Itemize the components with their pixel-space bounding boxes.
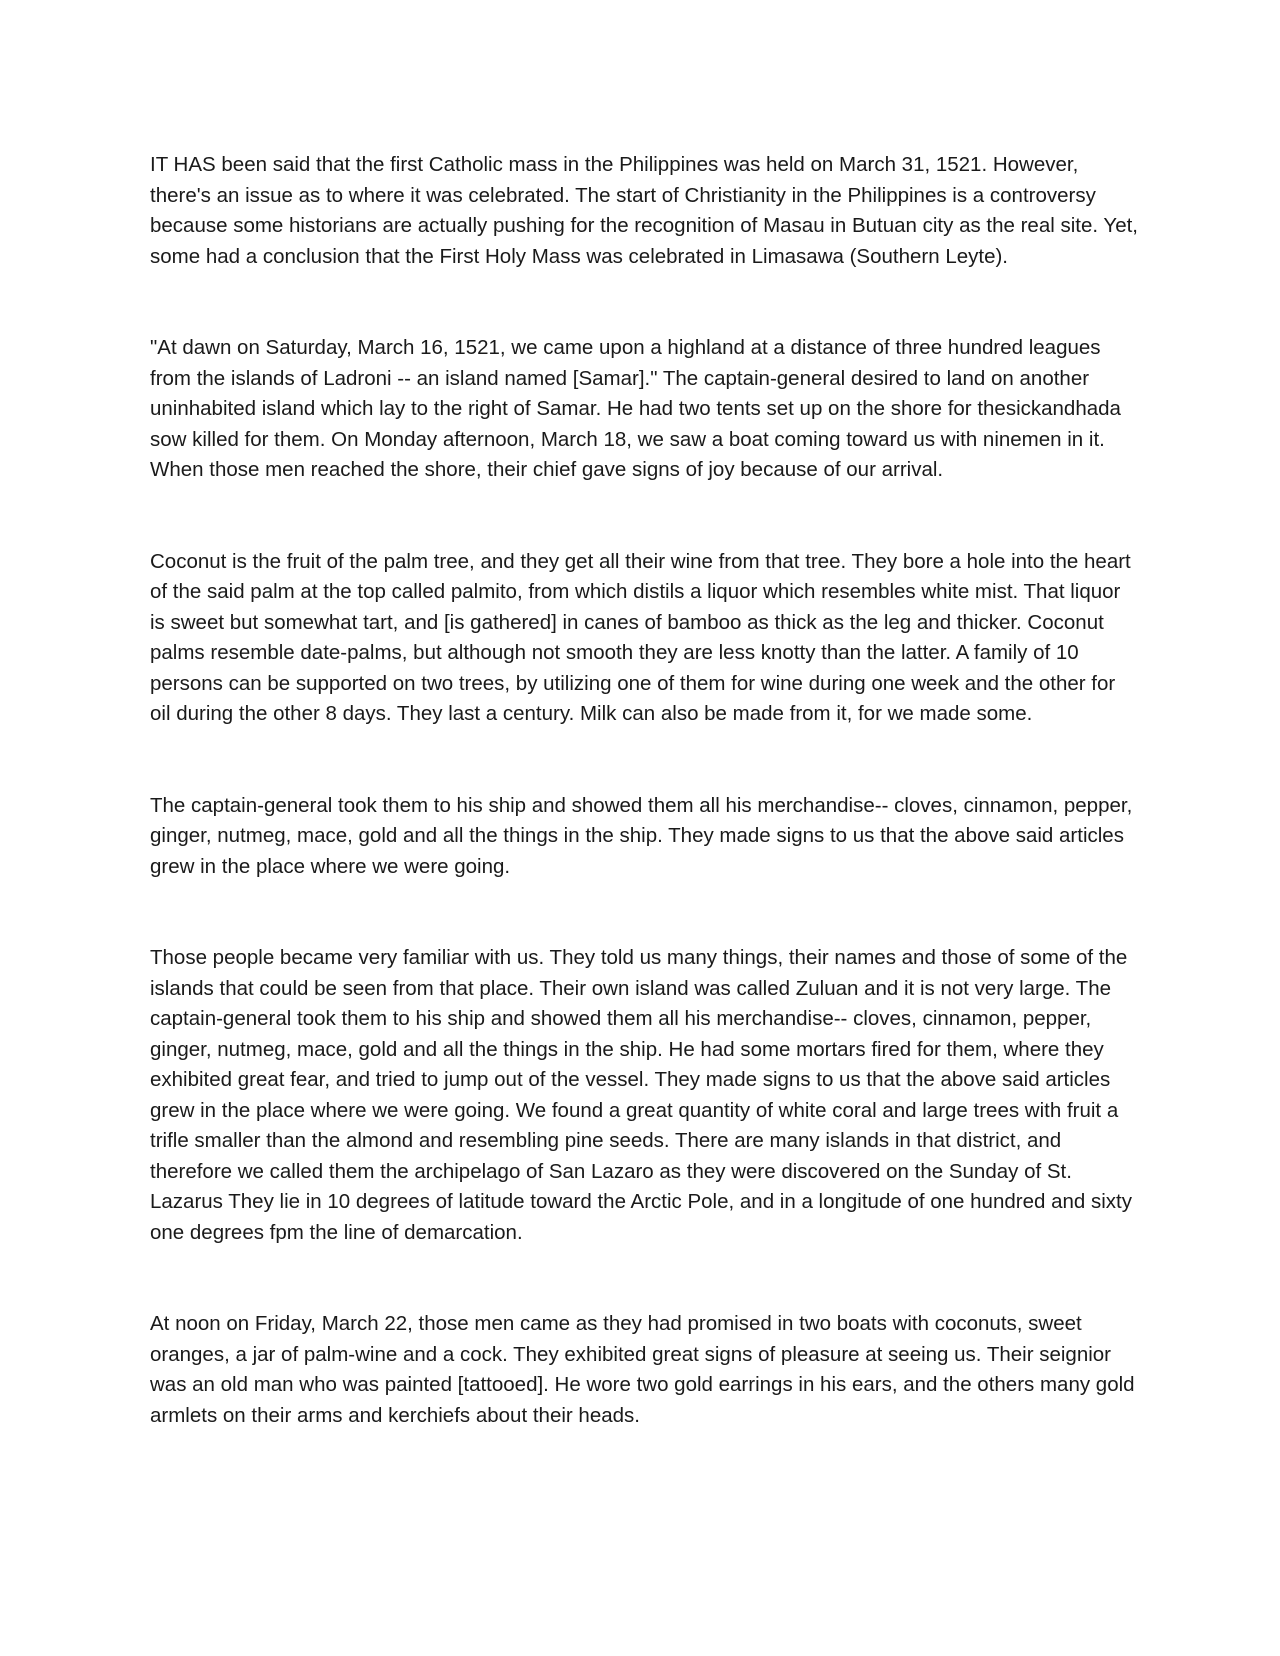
document-body — [150, 150, 1138, 1431]
paragraph-zuluan-island: Those people became very familiar with us. They told us many things, their names and those of some of the islands that could be seen from that place. Their own island was called Zuluan and it is not very large. The captain-general took them to his ship and showed them all his merchandise-- cloves, cinnamon, pepper, ginger, nutmeg, mace, gold and all the things in the ship. He had some mortars fired for them, where they exhibited great fear, and tried to jump out of the vessel. They made signs to us that the above said articles grew in the place where we were going. We found a great quantity of white coral and large trees with fruit a trifle smaller than the almond and resembling pine seeds. There are many islands in that district, and therefore we called them the archipelago of San Lazaro as they were discovered on the Sunday of St. Lazarus They lie in 10 degrees of latitude toward the Arctic Pole, and in a longitude of one hundred and sixty one degrees fpm the line of demarcation. — [150, 946, 1132, 1244]
paragraph-friday-visit: At noon on Friday, March 22, those men came as they had promised in two boats with coconuts, sweet oranges, a jar of palm-wine and a cock. They exhibited great signs of pleasure at seeing us. Their seignior was an old man who was painted [tattooed]. He wore two gold earrings in his ears, and the others many gold armlets on their arms and kerchiefs about their heads. — [150, 1312, 1135, 1427]
paragraph-arrival-samar: "At dawn on Saturday, March 16, 1521, we came upon a highland at a distance of three hundred leagues from the islands of Ladroni -- an island named [Samar]." The captain-general desired to land on another uninhabited island which lay to the right of Samar. He had two tents set up on the shore for thesickandhada sow killed for them. On Monday afternoon, March 18, we saw a boat coming toward us with ninemen in it. When those men reached the shore, their chief gave signs of joy because of our arrival. — [150, 336, 1121, 481]
paragraph-merchandise: The captain-general took them to his ship and showed them all his merchandise-- cloves, cinnamon, pepper, ginger, nutmeg, mace, gold and all the things in the ship. They made signs to us that the above said articles grew in the place where we were going. — [150, 793, 1133, 878]
paragraph-coconut-palm: Coconut is the fruit of the palm tree, and they get all their wine from that tree. They bore a hole into the heart of the said palm at the top called palmito, from which distils a liquor which resembles white mist. That liquor is sweet but somewhat tart, and [is gathered] in canes of bamboo as thick as the leg and thicker. Coconut palms resemble date-palms, but although not smooth they are less knotty than the latter. A family of 10 persons can be supported on two trees, by utilizing one of them for wine during one week and the other for oil during the other 8 days. They last a century. Milk can also be made from it, for we made some. — [150, 549, 1131, 725]
paragraph-first-mass-controversy: IT HAS been said that the first Catholic mass in the Philippines was held on March 31, 1521. However, there's an issue as to where it was celebrated. The start of Christianity in the Philippines is a controversy because some historians are actually pushing for the recognition of Masau in Butuan city as the real site. Yet, some had a conclusion that the First Holy Mass was celebrated in Limasawa (Southern Leyte). — [150, 153, 1138, 268]
